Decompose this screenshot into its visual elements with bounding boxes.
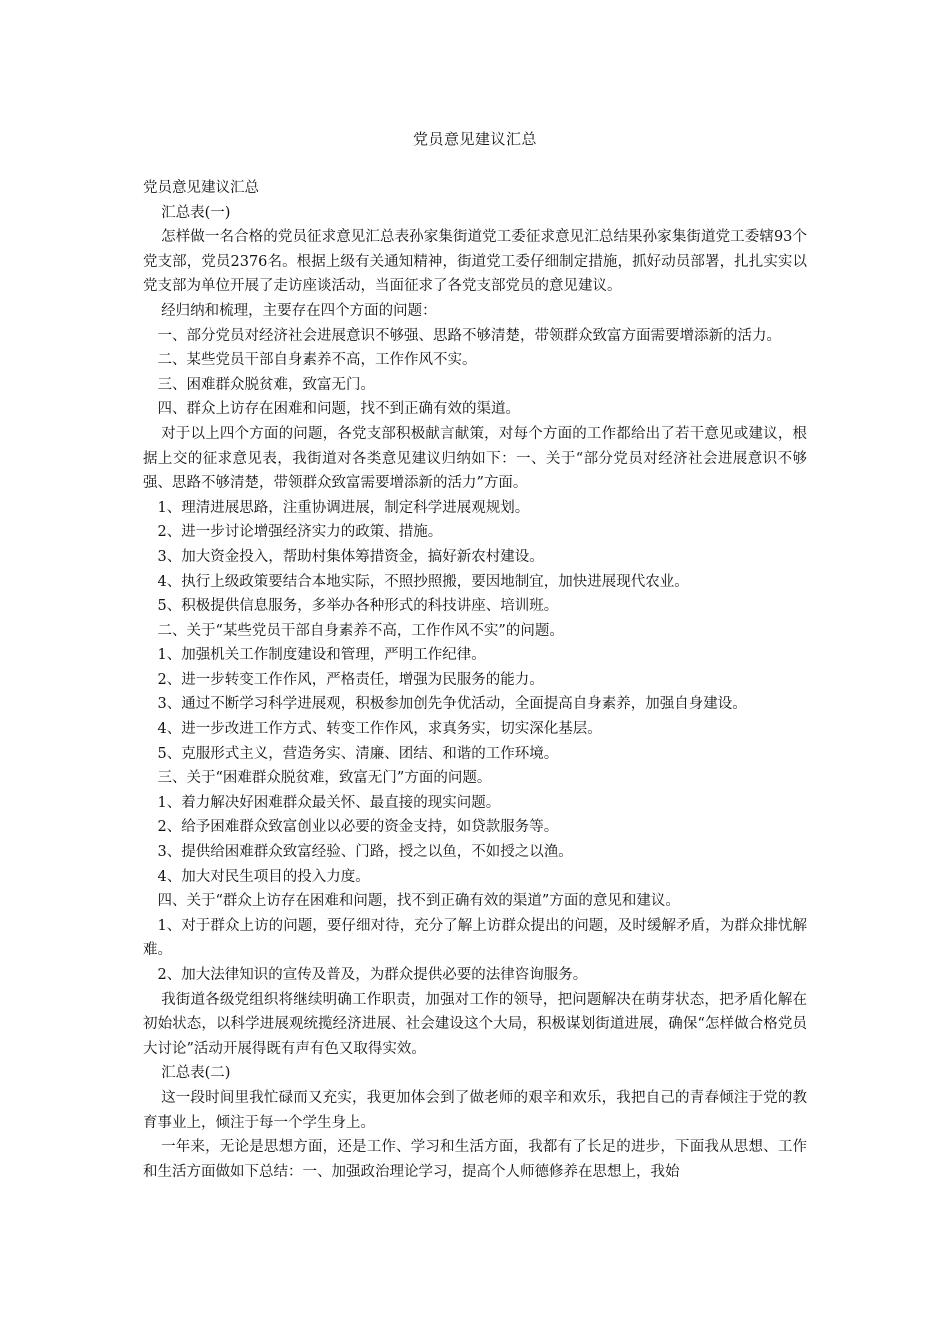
paragraph: 1、着力解决好困难群众最关怀、最直接的现实问题。 [157,794,501,811]
paragraph: 汇总表(二) [161,1065,231,1082]
paragraph: 对于以上四个方面的问题，各党支部积极献言献策，对每个方面的工作都给出了若干意见或建议，根据上交的征求意见表，我街道对各类意见建议归纳如下：一、关于“部分党员对经济社会进展意识不够强、思路不够清楚，带领群众致富需要增添新的活力”方面。 [143,425,807,492]
paragraph: 这一段时间里我忙碌而又充实，我更加体会到了做老师的艰辛和欢乐，我把自己的青春倾注于党的教育事业上，倾注于每一个学生身上。 [143,1089,807,1131]
paragraph: 二、某些党员干部自身素养不高，工作作风不实。 [157,352,477,369]
paragraph: 1、理清进展思路，注重协调进展，制定科学进展观规划。 [157,499,530,516]
paragraph: 经归纳和梳理，主要存在四个方面的问题： [161,302,437,319]
paragraph: 4、加大对民生项目的投入力度。 [157,868,370,885]
paragraph: 2、给予困难群众致富创业以必要的资金支持，如贷款服务等。 [157,819,559,836]
paragraph: 3、加大资金投入，帮助村集体筹措资金，搞好新农村建设。 [157,548,544,565]
paragraph: 5、积极提供信息服务，多举办各种形式的科技讲座、培训班。 [157,598,559,615]
paragraph: 3、通过不断学习科学进展观，积极参加创先争优活动，全面提高自身素养，加强自身建设。 [157,696,747,713]
document-body [143,176,807,1184]
paragraph: 3、提供给困难群众致富经验、门路，授之以鱼，不如授之以渔。 [157,844,573,861]
paragraph: 2、进一步讨论增强经济实力的政策、措施。 [157,524,443,541]
paragraph: 三、关于“困难群众脱贫难，致富无门”方面的问题。 [157,770,492,787]
paragraph: 怎样做一名合格的党员征求意见汇总表孙家集街道党工委征求意见汇总结果孙家集街道党工委辖93个党支部，党员2376名。根据上级有关通知精神，街道党工委仔细制定措施，抓好动员部署，扎扎实实以党支部为单位开展了走访座谈活动，当面征求了各党支部党员的意见建议。 [143,229,807,295]
paragraph: 2、加大法律知识的宣传及普及，为群众提供必要的法律咨询服务。 [157,967,588,983]
paragraph: 我街道各级党组织将继续明确工作职责，加强对工作的领导，把问题解决在萌芽状态，把矛盾化解在初始状态，以科学进展观统揽经济进展、社会建设这个大局，积极谋划街道进展，确保“怎样做合格党员大讨论”活动开展得既有声有色又取得实效。 [143,991,807,1057]
paragraph: 2、进一步转变工作作风，严格责任，增强为民服务的能力。 [157,671,544,688]
paragraph: 一、部分党员对经济社会进展意识不够强、思路不够清楚，带领群众致富方面需要增添新的活力。 [157,327,781,344]
paragraph: 4、执行上级政策要结合本地实际，不照抄照搬，要因地制宜，加快进展现代农业。 [157,573,689,590]
paragraph: 1、加强机关工作制度建设和管理，严明工作纪律。 [157,647,486,664]
paragraph: 1、对于群众上访的问题，要仔细对待，充分了解上访群众提出的问题，及时缓解矛盾，为群众排忧解难。 [143,917,807,959]
paragraph: 党员意见建议汇总 [143,180,259,196]
paragraph: 5、克服形式主义，营造务实、清廉、团结、和谐的工作环境。 [157,745,559,762]
paragraph: 4、进一步改进工作方式、转变工作作风，求真务实，切实深化基层。 [157,721,602,738]
document-title: 党员意见建议汇总 [412,130,537,148]
paragraph: 三、困难群众脱贫难，致富无门。 [157,376,375,393]
paragraph: 四、关于“群众上访存在困难和问题，找不到正确有效的渠道”方面的意见和建议。 [157,893,680,910]
paragraph: 一年来，无论是思想方面，还是工作、学习和生活方面，我都有了长足的进步，下面我从思想、工作和生活方面做如下总结：一、加强政治理论学习，提高个人师德修养在思想上，我始 [143,1139,807,1180]
paragraph: 汇总表(一) [161,204,231,221]
paragraph: 二、关于“某些党员干部自身素养不高，工作作风不实”的问题。 [157,622,564,639]
paragraph: 四、群众上访存在困难和问题，找不到正确有效的渠道。 [157,401,520,418]
